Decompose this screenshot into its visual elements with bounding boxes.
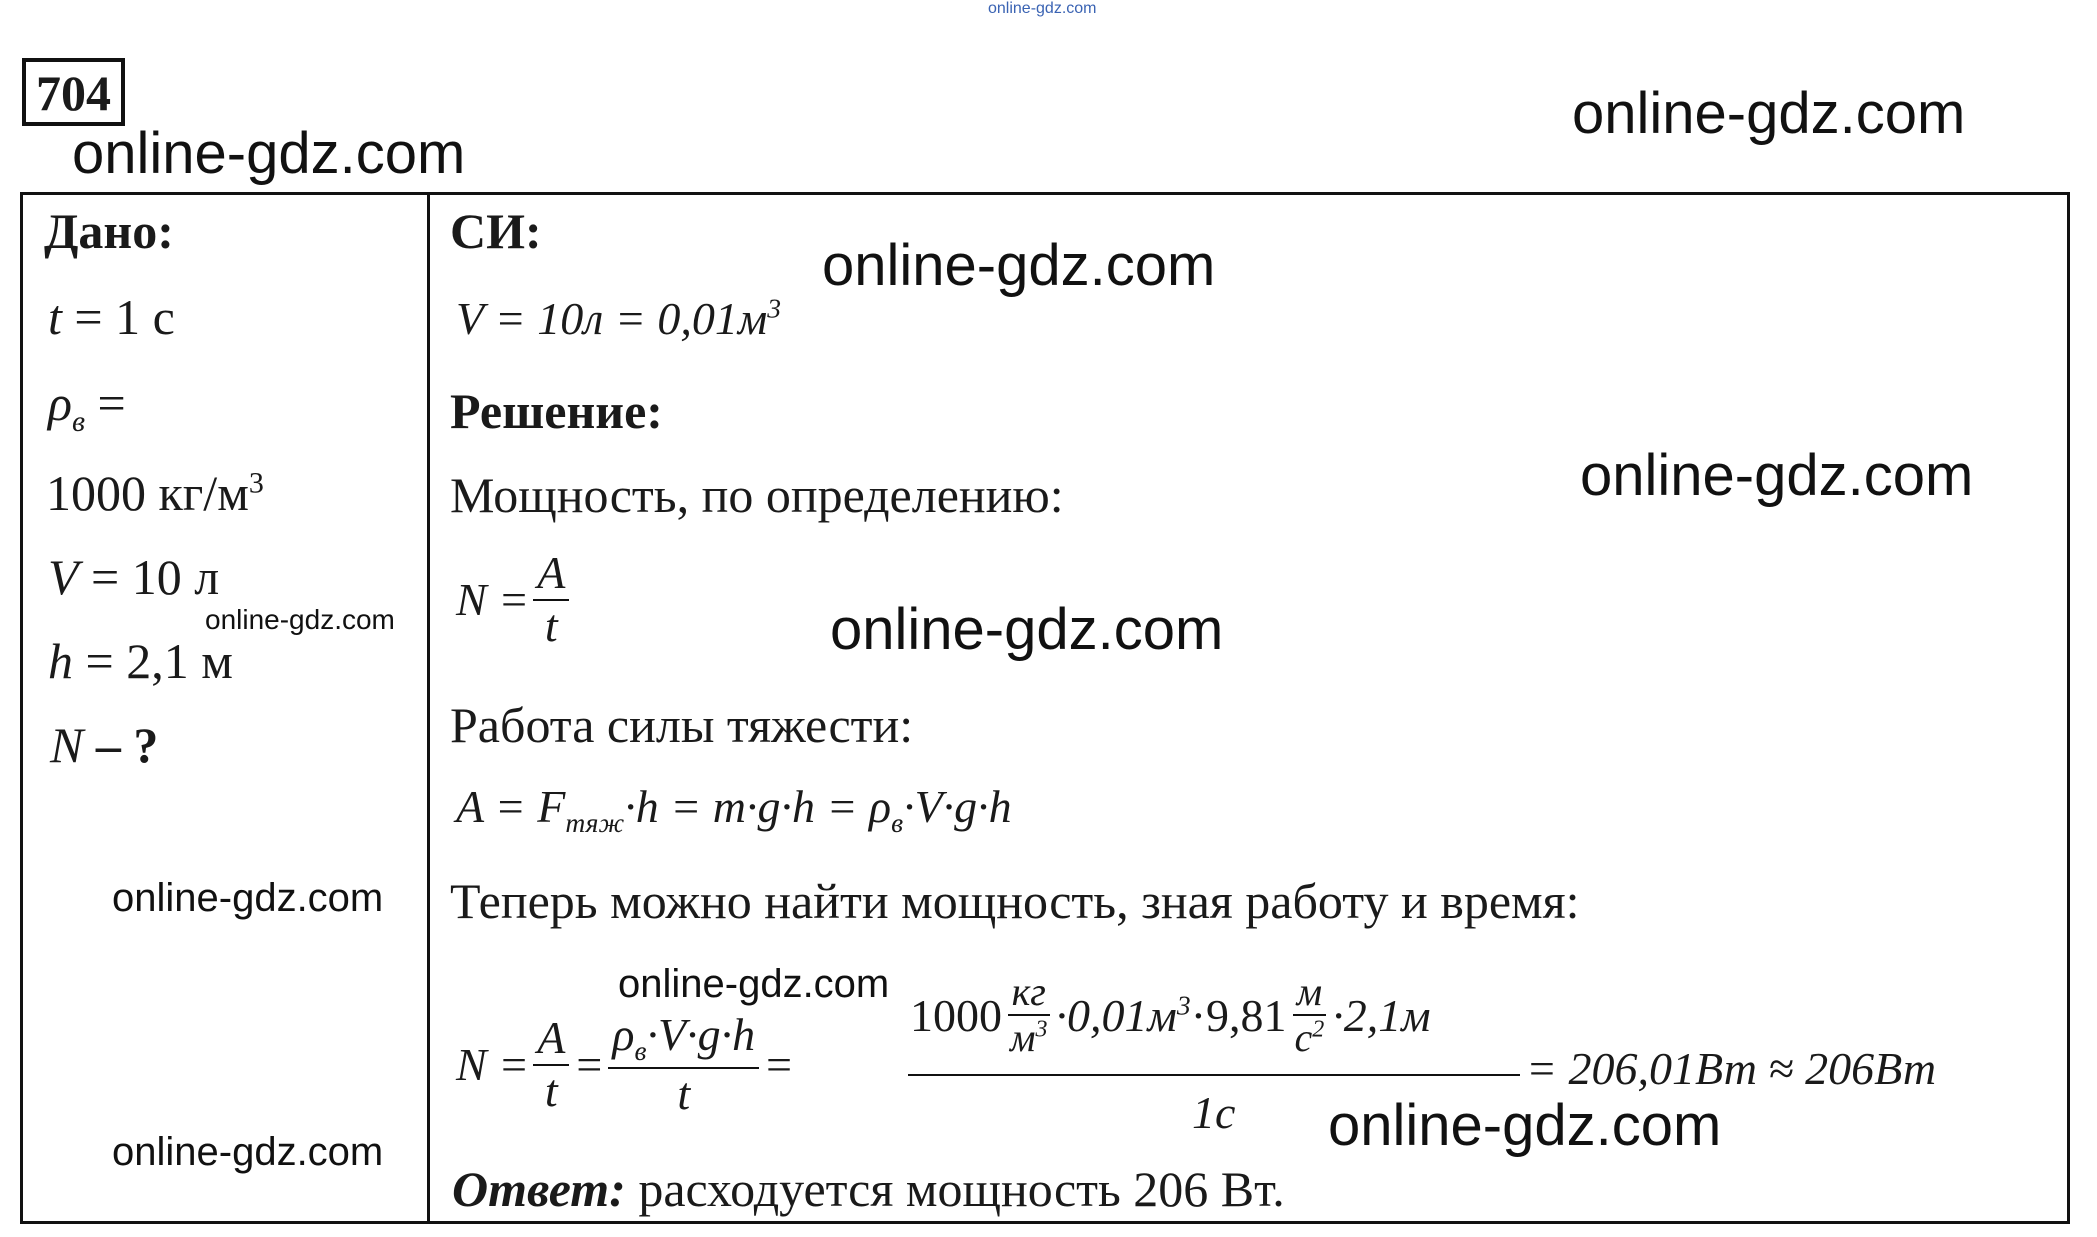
formula-power-definition: N = $\frac{A}{t}$ [456, 548, 573, 651]
given-time: t = 1 с [48, 289, 175, 345]
answer: Ответ: расходуется мощность 206 Вт. [452, 1161, 1285, 1217]
column-divider [427, 192, 430, 1221]
given-unknown: N – ? [50, 717, 159, 773]
watermark: online-gdz.com [822, 233, 1216, 298]
solution-line-gravity-work: Работа силы тяжести: [450, 697, 914, 753]
watermark: online-gdz.com [1580, 443, 1974, 508]
given-volume: V = 10 л [48, 549, 220, 605]
given-height: h = 2,1 м [48, 633, 233, 689]
watermark: online-gdz.com [1328, 1093, 1722, 1158]
solution-line-find-power: Теперь можно найти мощность, зная работу и время: [450, 873, 1580, 929]
watermark: online-gdz.com [72, 121, 466, 186]
formula-gravity-work: $A = F_{тяж}\cdot h = m\cdot g\cdot h = \rho_в\cdot V\cdot g\cdot h$ [456, 781, 1012, 839]
watermark: online-gdz.com [618, 962, 890, 1006]
solution-title: Решение: [450, 383, 663, 439]
given-density-value: 1000 $кг/м^3$ [46, 465, 264, 521]
formula-big-denominator: 1с [1192, 1087, 1236, 1138]
formula-big-fraction-bar [908, 1074, 1520, 1076]
si-title: СИ: [450, 203, 542, 259]
given-title: Дано: [44, 203, 174, 259]
formula-power-final-left: N = $\frac{A}{t}$ = $\frac{\rho_в\cdot V\cdot g\cdot h}{t}$ = [456, 1009, 795, 1119]
problem-number: 704 [22, 58, 125, 126]
watermark: online-gdz.com [1572, 81, 1966, 146]
watermark: online-gdz.com [205, 604, 395, 635]
si-volume: $V = 10л = 0,01м^3$ [456, 292, 782, 344]
formula-big-numerator: 1000 $\frac{кг}{м^3}$ $\cdot 0,01м^3$ ·9,81 $\frac{м}{с^2}$ ·2,1м [910, 969, 1431, 1060]
watermark: online-gdz.com [112, 876, 384, 920]
watermark: online-gdz.com [830, 597, 1224, 662]
formula-result: = 206,01Вт ≈ 206Вт [1526, 1043, 1937, 1094]
given-density-label: $\rho_в$ = [48, 375, 126, 438]
solution-line-power-definition: Мощность, по определению: [450, 467, 1064, 523]
watermark: online-gdz.com [112, 1130, 384, 1174]
top-watermark: online-gdz.com [988, 0, 1097, 17]
